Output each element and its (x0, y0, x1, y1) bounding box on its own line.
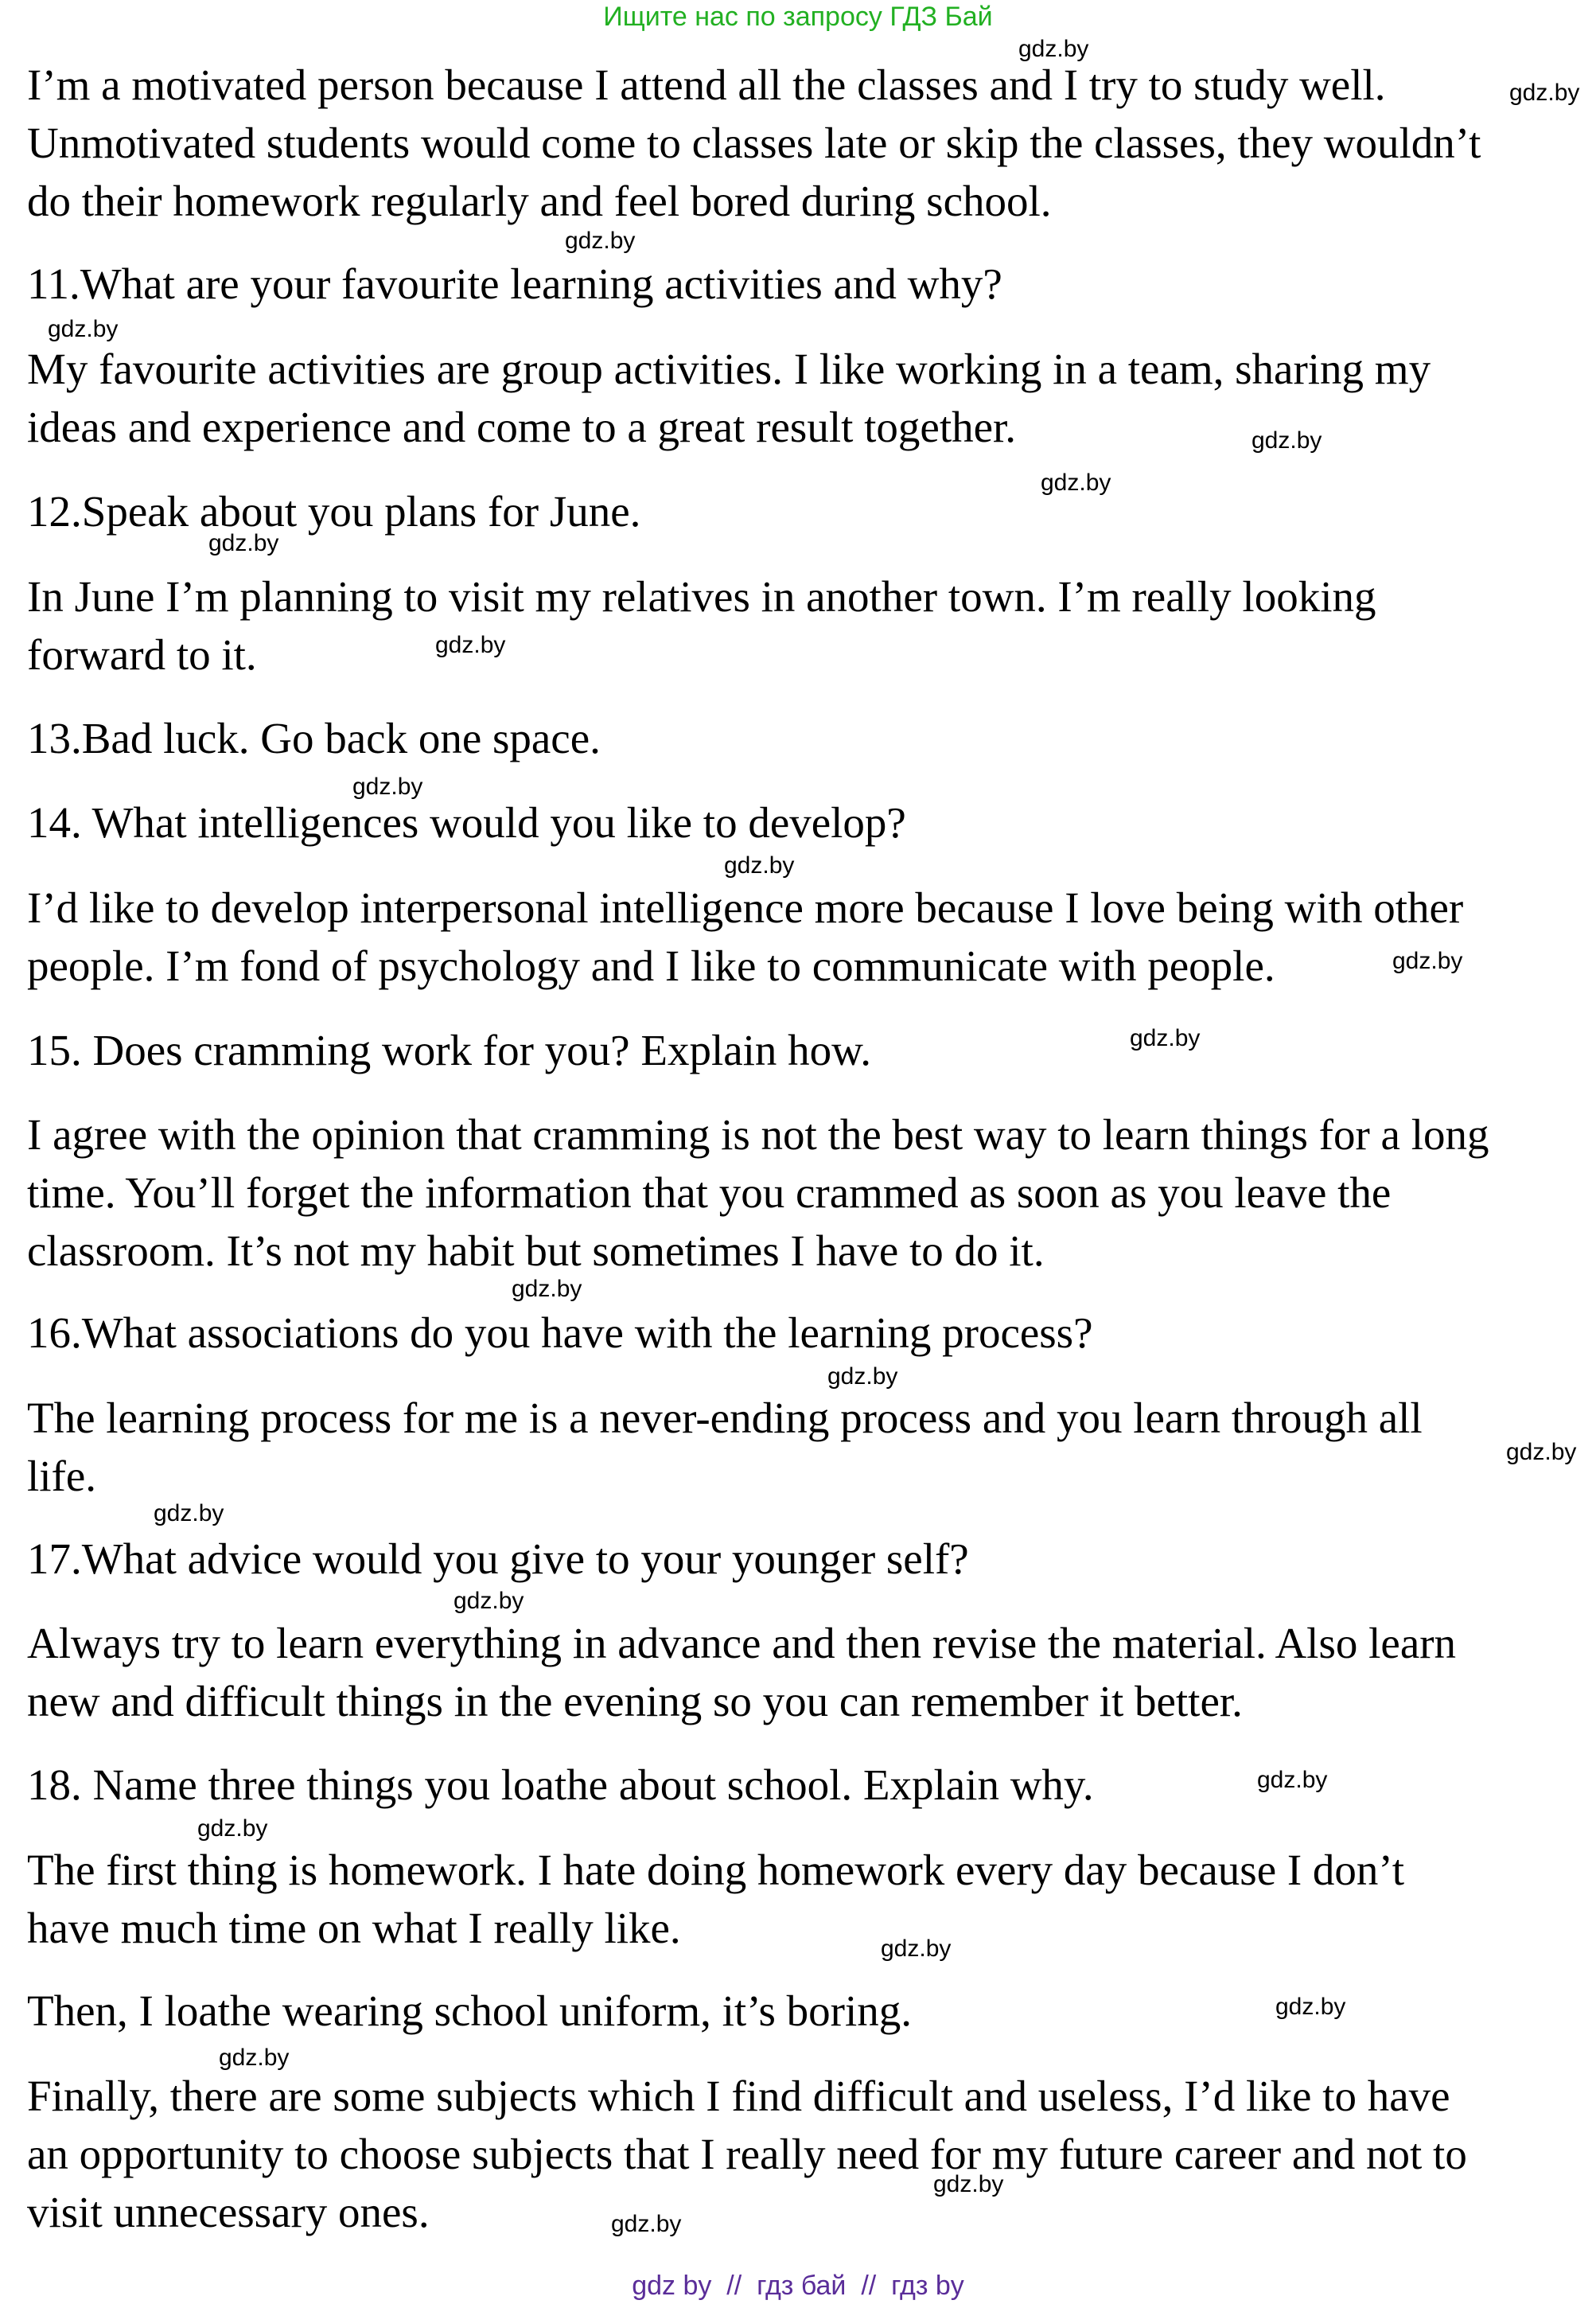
question-11 (27, 255, 1586, 313)
watermark: gdz.by (1251, 427, 1322, 454)
watermark: gdz.by (352, 774, 423, 800)
answer-17 (27, 1614, 1586, 1730)
answer-15 (27, 1105, 1586, 1280)
question-17 (27, 1530, 1586, 1588)
text-line: ideas and experience and come to a great result together. (27, 403, 1017, 451)
answer-11 (27, 340, 1586, 456)
text-line: Finally, there are some subjects which I find difficult and useless, I’d like to have (27, 2072, 1450, 2120)
question-18 (27, 1756, 1586, 1814)
text-line: forward to it. (27, 630, 257, 679)
answer-18-finally (27, 2067, 1586, 2241)
watermark: gdz.by (1275, 1994, 1346, 2020)
text-line: Then, I loathe wearing school uniform, it’s boring. (27, 1986, 912, 2035)
paragraph-motivation (27, 56, 1586, 230)
answer-16 (27, 1389, 1586, 1505)
watermark: gdz.by (611, 2211, 682, 2237)
text-line: new and difficult things in the evening so you can remember it better. (27, 1677, 1243, 1725)
watermark: gdz.by (435, 632, 506, 658)
watermark: gdz.by (219, 2045, 290, 2071)
text-line: 12.Speak about you plans for June. (27, 487, 641, 536)
answer-12 (27, 567, 1586, 684)
watermark: gdz.by (1506, 1439, 1577, 1465)
text-line: 11.What are your favourite learning activities and why? (27, 259, 1002, 308)
footer-links: gdz by // гдз бай // гдз by (632, 2271, 964, 2301)
text-line: The learning process for me is a never-ending process and you learn through all (27, 1394, 1423, 1442)
text-line: 15. Does cramming work for you? Explain how. (27, 1026, 872, 1074)
text-line: 13.Bad luck. Go back one space. (27, 714, 601, 762)
text-line: 14. What intelligences would you like to develop? (27, 798, 906, 847)
watermark: gdz.by (48, 316, 119, 342)
watermark: gdz.by (933, 2171, 1004, 2197)
text-line: In June I’m planning to visit my relatives in another town. I’m really looking (27, 572, 1376, 621)
text-line: visit unnecessary ones. (27, 2188, 430, 2236)
watermark: gdz.by (827, 1363, 898, 1390)
text-line: The first thing is homework. I hate doing homework every day because I don’t (27, 1846, 1405, 1894)
watermark: gdz.by (1130, 1025, 1201, 1051)
text-line: have much time on what I really like. (27, 1904, 681, 1952)
watermark: gdz.by (154, 1500, 224, 1526)
header-banner: Ищите нас по запросу ГДЗ Бай (603, 2, 993, 32)
watermark: gdz.by (208, 530, 279, 556)
watermark: gdz.by (881, 1936, 952, 1962)
question-15 (27, 1021, 1586, 1079)
answer-18-first (27, 1841, 1586, 1957)
watermark: gdz.by (1018, 36, 1089, 62)
watermark: gdz.by (1392, 948, 1463, 974)
question-16 (27, 1304, 1586, 1362)
item-13 (27, 709, 1586, 767)
watermark: gdz.by (453, 1588, 524, 1614)
text-line: 17.What advice would you give to your younger self? (27, 1534, 969, 1583)
answer-18-then (27, 1982, 1586, 2040)
watermark: gdz.by (565, 228, 636, 254)
watermark: gdz.by (512, 1276, 582, 1302)
text-line: I agree with the opinion that cramming is not the best way to learn things for a long (27, 1110, 1489, 1159)
watermark: gdz.by (1509, 80, 1580, 106)
answer-14 (27, 879, 1586, 995)
text-line: 16.What associations do you have with the learning process? (27, 1308, 1093, 1357)
watermark: gdz.by (1257, 1767, 1328, 1793)
text-line: My favourite activities are group activities. I like working in a team, sharing my (27, 345, 1431, 393)
text-line: an opportunity to choose subjects that I really need for my future career and not to (27, 2130, 1467, 2178)
question-14 (27, 793, 1586, 852)
text-line: Always try to learn everything in advance and then revise the material. Also learn (27, 1619, 1457, 1667)
text-line: 18. Name three things you loathe about school. Explain why. (27, 1760, 1094, 1809)
text-line: Unmotivated students would come to classes late or skip the classes, they wouldn’t (27, 119, 1481, 167)
text-line: people. I’m fond of psychology and I like to communicate with people. (27, 941, 1275, 990)
text-line: I’d like to develop interpersonal intelligence more because I love being with other (27, 883, 1464, 932)
text-line: classroom. It’s not my habit but sometimes I have to do it. (27, 1226, 1045, 1275)
watermark: gdz.by (1041, 470, 1111, 496)
text-line: do their homework regularly and feel bored during school. (27, 177, 1052, 225)
watermark: gdz.by (724, 852, 795, 879)
text-line: time. You’ll forget the information that you crammed as soon as you leave the (27, 1168, 1392, 1217)
text-line: I’m a motivated person because I attend all the classes and I try to study well. (27, 60, 1386, 109)
text-line: life. (27, 1452, 97, 1500)
watermark: gdz.by (197, 1815, 268, 1842)
